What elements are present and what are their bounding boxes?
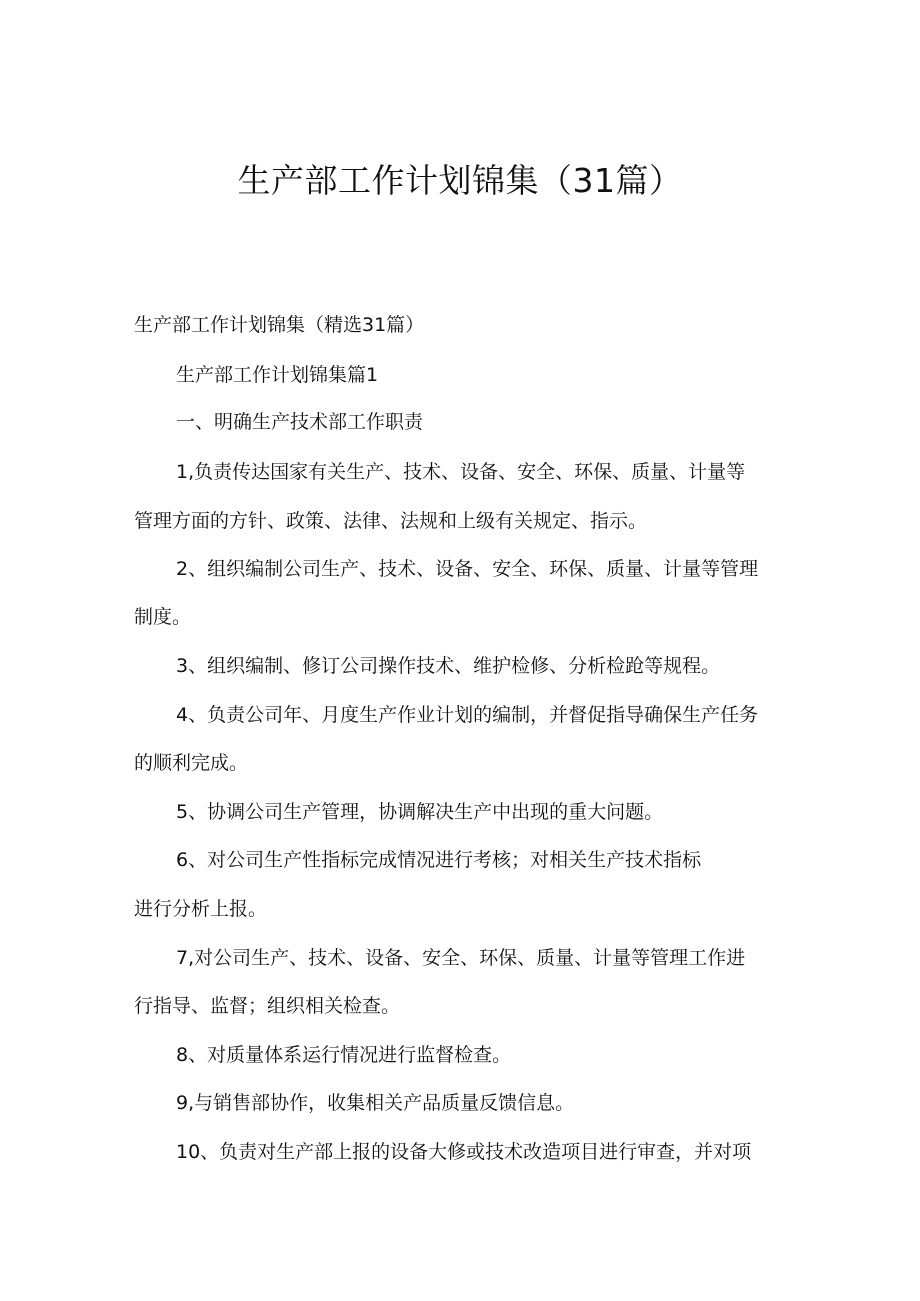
paragraph-line: 进行分析上报。 bbox=[134, 898, 268, 920]
document-title: 生产部工作计划锦集（31篇） bbox=[237, 161, 683, 200]
paragraph-line: 的顺利完成。 bbox=[134, 752, 249, 774]
paragraph-line: 7,对公司生产、技术、设备、安全、环保、质量、计量等管理工作进 bbox=[176, 947, 746, 969]
paragraph-line: 3、组织编制、修订公司操作技术、维护检修、分析检跄等规程。 bbox=[176, 655, 721, 677]
paragraph-line: 2、组织编制公司生产、技术、设备、安全、环保、质量、计量等管理 bbox=[176, 558, 759, 580]
paragraph-line: 10、负责对生产部上报的设备大修或技术改造项目进行审查，并对项 bbox=[176, 1141, 752, 1163]
paragraph-line: 制度。 bbox=[134, 606, 192, 628]
paragraph-line: 6、对公司生产性指标完成情况进行考核；对相关生产技术指标 bbox=[176, 849, 702, 871]
subsection-heading: 一、明确生产技术部工作职责 bbox=[176, 411, 424, 433]
paragraph-line: 1,负责传达国家有关生产、技术、设备、安全、环保、质量、计量等 bbox=[176, 461, 746, 483]
section-heading: 生产部工作计划锦集篇1 bbox=[176, 364, 379, 386]
paragraph-line: 行指导、监督；组织相关检查。 bbox=[134, 995, 401, 1017]
subtitle-line: 生产部工作计划锦集（精选31篇） bbox=[134, 314, 425, 336]
paragraph-line: 5、协调公司生产管理，协调解决生产中出现的重大问题。 bbox=[176, 801, 664, 823]
paragraph-line: 管理方面的方针、政策、法律、法规和上级有关规定、指示。 bbox=[134, 510, 648, 532]
paragraph-line: 4、负责公司年、月度生产作业计划的编制，并督促指导确保生产任务 bbox=[176, 704, 759, 726]
paragraph-line: 8、对质量体系运行情况进行监督检查。 bbox=[176, 1044, 512, 1066]
paragraph-line: 9,与销售部协作，收集相关产品质量反馈信息。 bbox=[176, 1092, 575, 1114]
